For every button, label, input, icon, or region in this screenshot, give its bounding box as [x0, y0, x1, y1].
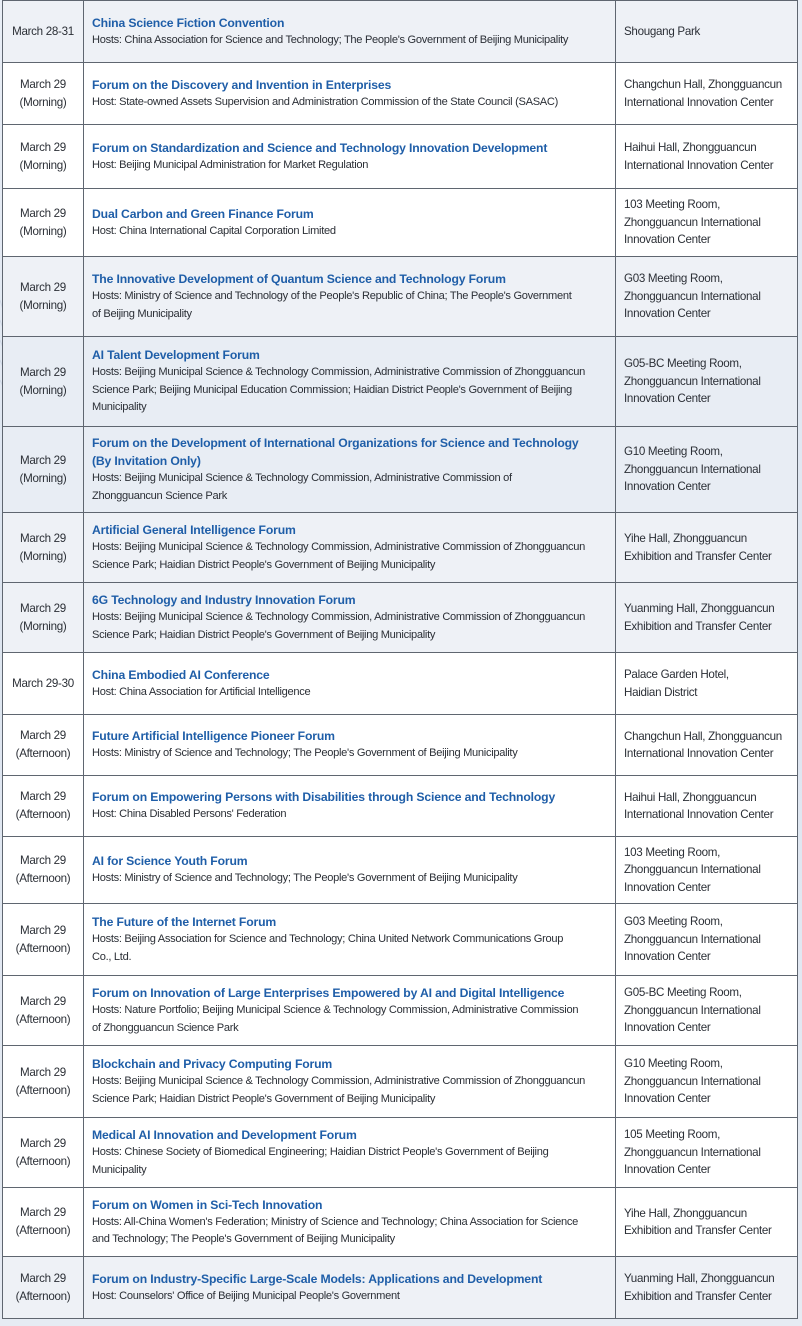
event-venue-cell [616, 125, 797, 188]
event-venue-text: Haihui Hall, Zhongguancun [624, 141, 757, 154]
event-venue-text: Innovation Center [624, 392, 711, 406]
event-title: (By Invitation Only) [92, 454, 201, 468]
event-host: Hosts: Beijing Municipal Science & Technology Commission, Administrative Commission of Zhongguancun [92, 541, 585, 553]
event-host: Hosts: Beijing Municipal Science & Technology Commission, Administrative Commission of Zhongguancun [92, 366, 585, 379]
event-host: Co., Ltd. [92, 950, 132, 963]
event-title: China Science Fiction Convention [92, 15, 285, 30]
event-venue-text: Innovation Center [624, 307, 711, 321]
event-title: Forum on Empowering Persons with Disabilities through Science and Technology [92, 790, 556, 805]
event-venue-cell [616, 1257, 797, 1318]
event-date-cell [3, 1, 84, 62]
event-title: The Future of the Internet Forum [92, 915, 277, 929]
event-venue-cell [616, 1188, 797, 1256]
event-date-text: March 29 [20, 1271, 66, 1285]
event-info-cell [84, 427, 616, 512]
event-date-text: (Morning) [19, 619, 67, 633]
event-date-cell [3, 513, 84, 582]
schedule-row [3, 714, 797, 775]
schedule-row [3, 426, 797, 512]
event-date-cell [3, 653, 84, 714]
event-date-cell [3, 337, 84, 426]
event-host: Science Park; Haidian District People's Government of Beijing Municipality [92, 1092, 436, 1105]
event-date-cell [3, 1257, 84, 1318]
event-venue-text: G05-BC Meeting Room, [624, 357, 742, 371]
event-host: Host: Beijing Municipal Administration for Market Regulation [92, 158, 369, 171]
event-date-text: (Afternoon) [15, 1012, 71, 1026]
event-host: Science Park; Haidian District People's Government of Beijing Municipality [92, 628, 436, 641]
event-venue-text: International Innovation Center [624, 158, 774, 172]
event-date-cell [3, 715, 84, 775]
event-title: Blockchain and Privacy Computing Forum [92, 1057, 333, 1071]
event-date-text: (Afternoon) [15, 941, 71, 955]
event-title: Forum on the Discovery and Invention in Enterprises [92, 77, 392, 92]
event-venue-text: Zhongguancun International [624, 462, 761, 476]
schedule-row [3, 0, 797, 62]
event-date-text: (Morning) [19, 224, 67, 238]
event-venue-text: Haihui Hall, Zhongguancun [624, 790, 757, 804]
event-date-text: March 29 [20, 531, 66, 545]
event-info-cell [84, 189, 616, 256]
event-title: Medical AI Innovation and Development Forum [92, 1128, 357, 1142]
event-venue-text: Zhongguancun International [624, 1145, 761, 1159]
event-venue-text: International Innovation Center [624, 808, 774, 821]
event-host: and Technology; The People's Government of Beijing Municipality [92, 1233, 395, 1245]
event-venue-text: Changchun Hall, Zhongguancun [624, 78, 782, 91]
event-venue-text: Zhongguancun International [624, 215, 761, 229]
event-date-text: March 29 [20, 854, 66, 867]
event-venue-text: Exhibition and Transfer Center [624, 619, 772, 633]
schedule-row [3, 256, 797, 336]
event-venue-text: Changchun Hall, Zhongguancun [624, 729, 782, 743]
event-date-text: March 29 [20, 729, 66, 742]
event-info-cell [84, 257, 616, 336]
event-host: Host: State-owned Assets Supervision and Administration Commission of the State Council (SASAC) [92, 95, 559, 108]
event-date-cell [3, 776, 84, 836]
event-venue-text: Zhongguancun International [624, 289, 761, 303]
event-info-cell [84, 1, 616, 62]
event-host: Hosts: Ministry of Science and Technology of the People's Republic of China; The People's Government [92, 290, 572, 302]
event-venue-text: Zhongguancun International [624, 932, 761, 946]
event-date-cell [3, 257, 84, 336]
event-date-text: (Afternoon) [15, 808, 71, 821]
event-host: Host: Counselors' Office of Beijing Municipal People's Government [92, 1289, 400, 1302]
event-venue-text: Exhibition and Transfer Center [624, 1289, 772, 1303]
event-venue-cell [616, 513, 797, 582]
event-venue-text: 103 Meeting Room, [624, 845, 721, 859]
event-host: Municipality [92, 1163, 147, 1176]
event-venue-text: Zhongguancun International [624, 1003, 761, 1017]
event-date-text: March 29 [20, 1065, 66, 1079]
event-venue-text: Innovation Center [624, 950, 711, 964]
event-date-text: March 29 [20, 453, 66, 467]
schedule-row [3, 512, 797, 582]
event-venue-text: Zhongguancun International [624, 863, 761, 877]
event-venue-text: Innovation Center [624, 1021, 711, 1035]
event-date-text: March 29-30 [12, 676, 74, 690]
event-title: Artificial General Intelligence Forum [92, 523, 296, 537]
event-venue-text: Exhibition and Transfer Center [624, 549, 772, 563]
event-title: AI for Science Youth Forum [92, 854, 248, 869]
event-venue-text: Exhibition and Transfer Center [624, 1224, 772, 1237]
schedule-row [3, 1187, 797, 1256]
event-host: Science Park; Haidian District People's Government of Beijing Municipality [92, 558, 436, 571]
schedule-row [3, 1256, 797, 1318]
event-info-cell [84, 653, 616, 714]
event-date-text: (Afternoon) [15, 747, 71, 760]
event-venue-text: International Innovation Center [624, 747, 774, 760]
event-date-text: (Morning) [19, 383, 67, 397]
event-venue-cell [616, 337, 797, 426]
event-host: Host: China Association for Artificial Intelligence [92, 685, 311, 698]
event-venue-text: Innovation Center [624, 480, 711, 494]
schedule-row [3, 836, 797, 903]
event-info-cell [84, 1257, 616, 1318]
event-title: Forum on the Development of International Organizations for Science and Technology [92, 436, 579, 450]
schedule-row [3, 1117, 797, 1187]
event-date-text: March 29 [20, 601, 66, 615]
event-date-text: March 29 [20, 365, 66, 379]
event-host: Hosts: Beijing Association for Science and Technology; China United Network Communications Group [92, 933, 564, 945]
event-venue-text: Yihe Hall, Zhongguancun [624, 1206, 747, 1220]
event-venue-cell [616, 837, 797, 903]
event-venue-text: Haidian District [624, 685, 698, 699]
event-date-text: March 29 [20, 994, 66, 1008]
event-date-text: (Afternoon) [15, 1154, 71, 1168]
event-date-text: March 29 [20, 1206, 66, 1219]
event-venue-cell [616, 904, 797, 975]
forum-schedule-table [2, 0, 798, 1319]
event-host: Municipality [92, 401, 147, 414]
event-info-cell [84, 904, 616, 975]
event-date-text: (Afternoon) [15, 1289, 71, 1303]
event-info-cell [84, 976, 616, 1045]
event-venue-text: Shougang Park [624, 24, 701, 38]
event-title: Forum on Standardization and Science and Technology Innovation Development [92, 140, 548, 155]
schedule-row [3, 188, 797, 256]
event-venue-text: Zhongguancun International [624, 374, 761, 388]
event-venue-text: Palace Garden Hotel, [624, 668, 729, 681]
event-title: Future Artificial Intelligence Pioneer Forum [92, 729, 335, 744]
event-venue-cell [616, 653, 797, 714]
event-date-text: (Morning) [19, 95, 67, 109]
event-host: Hosts: China Association for Science and Technology; The People's Government of Beijing Municipality [92, 33, 569, 46]
event-info-cell [84, 1046, 616, 1117]
event-host: of Zhongguancun Science Park [92, 1021, 239, 1034]
event-title: Forum on Industry-Specific Large-Scale Models: Applications and Development [92, 1271, 543, 1286]
event-host: Hosts: Ministry of Science and Technology; The People's Government of Beijing Municipality [92, 747, 518, 760]
schedule-row [3, 124, 797, 188]
event-date-text: March 29 [20, 1136, 66, 1150]
event-date-text: March 29 [20, 790, 66, 803]
schedule-row [3, 1045, 797, 1117]
event-info-cell [84, 63, 616, 124]
event-venue-cell [616, 715, 797, 775]
event-venue-text: Yuanming Hall, Zhongguancun [624, 602, 775, 615]
event-date-text: (Morning) [19, 471, 67, 485]
event-info-cell [84, 776, 616, 836]
event-date-cell [3, 1118, 84, 1187]
event-date-text: (Afternoon) [15, 1224, 71, 1237]
event-host: Science Park; Beijing Municipal Education Commission; Haidian District People's Government of Beijing [92, 383, 572, 396]
event-title: Dual Carbon and Green Finance Forum [92, 206, 314, 221]
event-venue-cell [616, 1046, 797, 1117]
event-host: Host: China Disabled Persons' Federation [92, 808, 287, 821]
event-date-text: March 29 [20, 77, 66, 91]
event-venue-text: Innovation Center [624, 233, 711, 247]
event-venue-cell [616, 1, 797, 62]
event-venue-text: G10 Meeting Room, [624, 1057, 723, 1071]
event-host: Hosts: Beijing Municipal Science & Technology Commission, Administrative Commission of [92, 472, 512, 484]
event-host: Hosts: Beijing Municipal Science & Technology Commission, Administrative Commission of Zhongguancun [92, 1075, 585, 1087]
event-date-text: (Afternoon) [15, 872, 71, 885]
event-date-text: (Morning) [19, 158, 67, 172]
event-info-cell [84, 125, 616, 188]
event-venue-text: G10 Meeting Room, [624, 445, 723, 459]
event-venue-text: G03 Meeting Room, [624, 272, 723, 286]
event-title: AI Talent Development Forum [92, 348, 260, 363]
event-date-cell [3, 837, 84, 903]
event-info-cell [84, 715, 616, 775]
schedule-row [3, 975, 797, 1045]
event-date-cell [3, 583, 84, 652]
event-venue-text: 105 Meeting Room, [624, 1128, 721, 1142]
event-date-text: March 29 [20, 923, 66, 937]
event-venue-cell [616, 1118, 797, 1187]
event-date-cell [3, 125, 84, 188]
event-venue-text: Innovation Center [624, 1092, 711, 1106]
event-date-text: (Afternoon) [15, 1083, 71, 1097]
event-date-cell [3, 427, 84, 512]
event-date-text: (Morning) [19, 298, 67, 312]
event-date-text: March 28-31 [12, 24, 74, 38]
event-venue-cell [616, 257, 797, 336]
event-date-cell [3, 904, 84, 975]
event-date-text: (Morning) [19, 549, 67, 563]
event-date-text: March 29 [20, 280, 66, 294]
event-host: Hosts: All-China Women's Federation; Ministry of Science and Technology; China Association for Science [92, 1215, 578, 1228]
event-info-cell [84, 837, 616, 903]
event-title: Forum on Women in Sci-Tech Innovation [92, 1197, 323, 1212]
event-host: Hosts: Nature Portfolio; Beijing Municipal Science & Technology Commission, Administrative Commission [92, 1004, 579, 1016]
event-venue-text: G03 Meeting Room, [624, 915, 723, 929]
event-host: Hosts: Ministry of Science and Technology; The People's Government of Beijing Municipality [92, 872, 518, 885]
event-info-cell [84, 337, 616, 426]
event-date-text: March 29 [20, 140, 66, 154]
schedule-row [3, 582, 797, 652]
event-host: Zhongguancun Science Park [92, 489, 227, 502]
event-venue-text: 103 Meeting Room, [624, 198, 721, 212]
event-venue-text: Yihe Hall, Zhongguancun [624, 532, 747, 545]
event-date-cell [3, 976, 84, 1045]
event-date-cell [3, 63, 84, 124]
event-venue-text: Yuanming Hall, Zhongguancun [624, 1272, 775, 1285]
event-host: Hosts: Chinese Society of Biomedical Engineering; Haidian District People's Government of Beijing [92, 1146, 549, 1158]
event-venue-text: International Innovation Center [624, 95, 774, 109]
event-venue-text: Innovation Center [624, 880, 711, 894]
event-title: Forum on Innovation of Large Enterprises Empowered by AI and Digital Intelligence [92, 986, 565, 1000]
event-info-cell [84, 1188, 616, 1256]
event-date-cell [3, 189, 84, 256]
schedule-row [3, 775, 797, 836]
event-host: Host: China International Capital Corporation Limited [92, 224, 336, 237]
event-date-cell [3, 1188, 84, 1256]
event-date-cell [3, 1046, 84, 1117]
event-info-cell [84, 513, 616, 582]
event-venue-text: Zhongguancun International [624, 1074, 761, 1088]
event-title: China Embodied AI Conference [92, 667, 270, 682]
schedule-row [3, 62, 797, 124]
event-venue-cell [616, 976, 797, 1045]
event-title: 6G Technology and Industry Innovation Forum [92, 593, 356, 607]
event-venue-cell [616, 583, 797, 652]
event-title: The Innovative Development of Quantum Science and Technology Forum [92, 272, 506, 286]
event-venue-cell [616, 189, 797, 256]
event-venue-cell [616, 776, 797, 836]
schedule-row [3, 903, 797, 975]
event-host: Hosts: Beijing Municipal Science & Technology Commission, Administrative Commission of Zhongguancun [92, 611, 585, 623]
event-host: of Beijing Municipality [92, 307, 192, 320]
event-venue-text: G05-BC Meeting Room, [624, 986, 742, 1000]
schedule-row [3, 652, 797, 714]
event-venue-cell [616, 427, 797, 512]
event-venue-text: Innovation Center [624, 1163, 711, 1177]
schedule-row [3, 336, 797, 426]
event-info-cell [84, 1118, 616, 1187]
event-date-text: March 29 [20, 206, 66, 220]
event-venue-cell [616, 63, 797, 124]
event-info-cell [84, 583, 616, 652]
